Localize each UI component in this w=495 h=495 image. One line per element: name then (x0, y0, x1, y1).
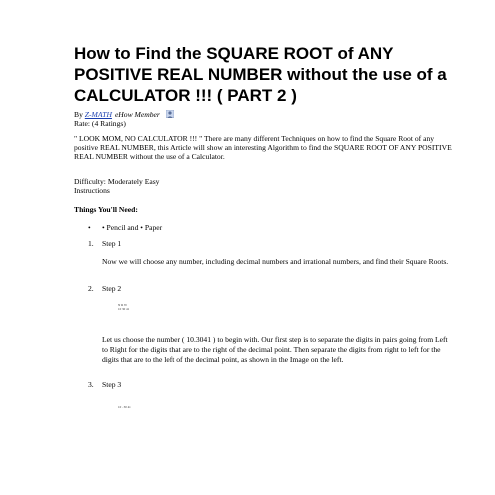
step-2-image-line-1: N R W (118, 303, 127, 307)
bullet-marker: • (88, 223, 91, 232)
byline-prefix: By (74, 110, 83, 119)
instructions-heading: Instructions (74, 186, 110, 195)
things-item-text: • Pencil and • Paper (102, 223, 163, 232)
step-2-text: Let us choose the number ( 10.3041 ) to begin with. Our first step is to separate the digits in pairs going from Left to Right for the digits that are to the right of the decimal point. Then separate the digits from right to left for the digits that are to the left of the decimal point, as shown in the Image on the left. (102, 335, 448, 364)
author-role: eHow Member (114, 110, 160, 119)
rating-text: Rate: (4 Ratings) (74, 119, 126, 128)
step-2-number: 2. (88, 284, 94, 293)
step-1-text: Now we will choose any number, including decimal numbers and irrational numbers, and find their Square Roots. (102, 257, 449, 266)
byline (74, 110, 454, 119)
step-2-label: Step 2 (102, 284, 122, 293)
step-3-label: Step 3 (102, 380, 122, 389)
user-avatar-icon[interactable] (166, 110, 174, 118)
step-3-image (118, 405, 131, 409)
step-3-image-line-1: 10 . 30 41 (118, 405, 131, 409)
author-link[interactable]: Z-MATH (84, 110, 112, 119)
step-2-image-line-2: 10 30 41 (118, 307, 130, 311)
step-1-number: 1. (88, 239, 94, 248)
article-title: How to Find the SQUARE ROOT of ANY POSITIVE REAL NUMBER without the use of a CALCULATOR !!! ( PART 2 ) (74, 44, 447, 105)
step-3-number: 3. (88, 380, 94, 389)
things-needed-heading: Things You'll Need: (74, 205, 138, 214)
step-1-label: Step 1 (102, 239, 122, 248)
intro-paragraph: " LOOK MOM, NO CALCULATOR !!! " There are many different Techniques on how to find the Square Root of any positive REAL NUMBER, this Article will show an interesting Algorithm to find the SQUARE ROOT OF ANY POSITIVE REAL NUMBER without the use of a Calculator. (74, 134, 452, 161)
difficulty-text: Difficulty: Moderately Easy (74, 177, 160, 186)
step-2-image (118, 303, 129, 311)
